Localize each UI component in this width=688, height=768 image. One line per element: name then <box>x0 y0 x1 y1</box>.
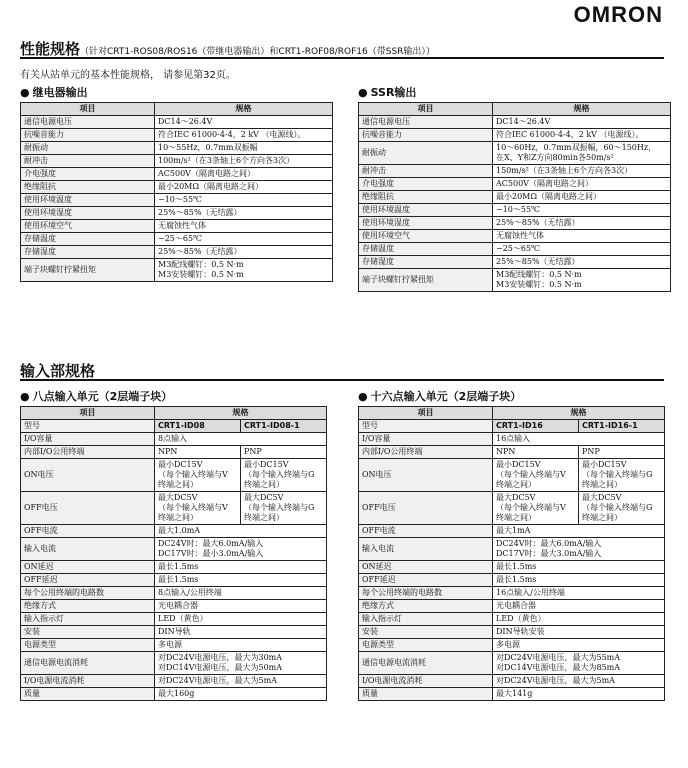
row-value: 25%～85%（无结露） <box>493 217 671 230</box>
table-row <box>21 181 333 194</box>
bullet-icon: ● <box>358 86 368 99</box>
table-row <box>21 639 327 652</box>
row-label: ON延迟 <box>359 561 493 574</box>
row-label: 通信电源电压 <box>359 116 493 129</box>
row-value-a: NPN <box>155 446 241 459</box>
row-value: 最大1.0mA <box>155 525 327 538</box>
row-value: 光电耦合器 <box>155 600 327 613</box>
table-row <box>21 626 327 639</box>
row-label: 安装 <box>21 626 155 639</box>
table-row <box>21 538 327 561</box>
performance-title: 性能规格 <box>20 40 81 58</box>
table-row <box>359 178 671 191</box>
table-row <box>359 243 671 256</box>
row-label: OFF电压 <box>359 492 493 525</box>
model-b: CRT1-ID16-1 <box>579 420 665 433</box>
row-value: 对DC24V电源电压，最大为55mA 对DC14V电源电压，最大为85mA <box>493 652 665 675</box>
row-value: 100m/s²（在3条轴上6个方向各3次） <box>155 155 333 168</box>
table-row <box>359 217 671 230</box>
table-row <box>21 116 333 129</box>
row-value-a: 最大DC5V （每个输入终端与V 终端之间） <box>155 492 241 525</box>
row-label: 输入指示灯 <box>359 613 493 626</box>
table-row <box>21 155 333 168</box>
table-row <box>21 492 327 525</box>
table-row <box>359 446 665 459</box>
row-value: AC500V（隔离电路之间） <box>155 168 333 181</box>
row-value: AC500V（隔离电路之间） <box>493 178 671 191</box>
row-value: 最长1.5ms <box>155 574 327 587</box>
table-header-row <box>359 407 665 420</box>
row-label: I/O容量 <box>359 433 493 446</box>
row-label: ON延迟 <box>21 561 155 574</box>
model-label: 型号 <box>21 420 155 433</box>
row-label: ON电压 <box>359 459 493 492</box>
table-row <box>21 207 333 220</box>
row-value: 对DC24V电源电压，最大为5mA <box>155 675 327 688</box>
intro-text: 有关从站单元的基本性能规格， 请参见第32页。 <box>20 70 236 81</box>
row-label: 抗噪音能力 <box>359 129 493 142</box>
table-row <box>21 194 333 207</box>
model-row <box>359 420 665 433</box>
table-row <box>359 230 671 243</box>
row-label: 绝缘阻抗 <box>21 181 155 194</box>
table-row <box>359 626 665 639</box>
table-row <box>359 269 671 292</box>
row-value: DIN导轨安装 <box>493 626 665 639</box>
row-label: OFF延迟 <box>21 574 155 587</box>
table-header-row <box>21 103 333 116</box>
table-row <box>359 675 665 688</box>
table-row <box>359 688 665 701</box>
input-section-title: 输入部规格 <box>20 362 96 380</box>
table-row <box>21 561 327 574</box>
bullet-icon: ● <box>20 390 30 403</box>
row-value: 最长1.5ms <box>493 574 665 587</box>
table-header-row <box>359 103 671 116</box>
table-row <box>359 191 671 204</box>
model-row <box>21 420 327 433</box>
row-value-b: PNP <box>579 446 665 459</box>
table-row <box>21 259 333 282</box>
row-label: OFF电流 <box>359 525 493 538</box>
sixteen-input-table-title: ● 十六点输入单元（2层端子块） <box>358 390 522 403</box>
row-label: I/O电源电流消耗 <box>21 675 155 688</box>
row-label: I/O电源电流消耗 <box>359 675 493 688</box>
row-value: 最长1.5ms <box>155 561 327 574</box>
header-item: 项目 <box>359 407 493 420</box>
row-label: OFF延迟 <box>359 574 493 587</box>
row-label: ON电压 <box>21 459 155 492</box>
header-spec: 规格 <box>493 103 671 116</box>
row-label: 绝缘阻抗 <box>359 191 493 204</box>
row-value: 最大1mA <box>493 525 665 538</box>
row-label: 通信电源电压 <box>21 116 155 129</box>
row-label: 介电强度 <box>21 168 155 181</box>
table-row <box>21 142 333 155</box>
row-value: 最大160g <box>155 688 327 701</box>
row-label: 通信电源电流消耗 <box>359 652 493 675</box>
row-label: 输入电流 <box>359 538 493 561</box>
row-value-a: 最小DC15V （每个输入终端与V 终端之间） <box>155 459 241 492</box>
header-spec: 规格 <box>493 407 665 420</box>
row-label: 使用环境湿度 <box>21 207 155 220</box>
row-value: 10～55Hz，0.7mm双振幅 <box>155 142 333 155</box>
table-row <box>21 220 333 233</box>
section-divider <box>20 379 664 381</box>
row-value: LED（黄色） <box>493 613 665 626</box>
row-value: 10～60Hz，0.7mm双振幅，60～150Hz， 在X、Y和Z方向80min各50m/s² <box>493 142 671 165</box>
row-value: DC24V时：最大6.0mA/输入 DC17V时：最小3.0mA/输入 <box>155 538 327 561</box>
relay-spec-table <box>20 102 333 282</box>
row-value-b: 最大DC5V （每个输入终端与G 终端之间） <box>241 492 327 525</box>
table-row <box>359 459 665 492</box>
table-row <box>359 142 671 165</box>
row-value-a: 最大DC5V （每个输入终端与V 终端之间） <box>493 492 579 525</box>
table-row <box>359 204 671 217</box>
header-item: 项目 <box>359 103 493 116</box>
row-value: 符合IEC 61000-4-4，2 kV （电源线）。 <box>493 129 671 142</box>
performance-section-title <box>20 38 435 59</box>
model-label: 型号 <box>359 420 493 433</box>
row-value: 多电源 <box>493 639 665 652</box>
row-label: 安装 <box>359 626 493 639</box>
row-label: 介电强度 <box>359 178 493 191</box>
table-row <box>359 256 671 269</box>
row-value: 150m/s²（在3条轴上6个方向各3次） <box>493 165 671 178</box>
table-row <box>21 246 333 259</box>
row-value-b: PNP <box>241 446 327 459</box>
table-row <box>21 525 327 538</box>
table-row <box>359 165 671 178</box>
performance-subtitle: （针对CRT1-ROS08/ROS16（带继电器输出）和CRT1-ROF08/ROF16（带SSR输出）） <box>80 47 435 57</box>
table-row <box>21 652 327 675</box>
row-value: 无腐蚀性气体 <box>493 230 671 243</box>
row-value-a: NPN <box>493 446 579 459</box>
table-row <box>359 574 665 587</box>
table-row <box>21 587 327 600</box>
row-value: 符合IEC 61000-4-4，2 kV （电源线）。 <box>155 129 333 142</box>
row-label: 耐振动 <box>21 142 155 155</box>
table-row <box>359 587 665 600</box>
table-row <box>21 613 327 626</box>
row-value: 16点输入/公用终端 <box>493 587 665 600</box>
row-value: 最小20MΩ（隔离电路之间） <box>493 191 671 204</box>
row-label: 存储温度 <box>359 243 493 256</box>
table-row <box>21 459 327 492</box>
table-row <box>21 129 333 142</box>
table-row <box>359 525 665 538</box>
row-value: 25%～85%（无结露） <box>155 207 333 220</box>
row-value: DC14～26.4V <box>155 116 333 129</box>
eight-input-table-title: ● 八点输入单元（2层端子块） <box>20 390 173 403</box>
table-row <box>359 613 665 626</box>
row-value: 光电耦合器 <box>493 600 665 613</box>
row-value-b: 最小DC15V （每个输入终端与G 终端之间） <box>579 459 665 492</box>
row-label: 存储温度 <box>21 233 155 246</box>
table-row <box>21 233 333 246</box>
row-value: −25～65℃ <box>493 243 671 256</box>
row-value: −10～55℃ <box>155 194 333 207</box>
row-value: −10～55℃ <box>493 204 671 217</box>
row-value: M3配线螺钉：0.5 N·m M3安装螺钉：0.5 N·m <box>155 259 333 282</box>
table-row <box>359 492 665 525</box>
row-value-b: 最大DC5V （每个输入终端与G 终端之间） <box>579 492 665 525</box>
row-label: 端子块螺钉拧紧扭矩 <box>21 259 155 282</box>
row-value: M3配线螺钉：0.5 N·m M3安装螺钉：0.5 N·m <box>493 269 671 292</box>
table-row <box>359 129 671 142</box>
section-divider <box>20 57 664 59</box>
table-row <box>359 600 665 613</box>
row-value: 最长1.5ms <box>493 561 665 574</box>
eight-input-spec-table <box>20 406 327 701</box>
table-row <box>21 600 327 613</box>
model-a: CRT1-ID16 <box>493 420 579 433</box>
row-value: DC14～26.4V <box>493 116 671 129</box>
table-row <box>359 639 665 652</box>
row-value: 最大141g <box>493 688 665 701</box>
table-row <box>359 116 671 129</box>
row-label: OFF电流 <box>21 525 155 538</box>
ssr-spec-table <box>358 102 671 292</box>
row-value: 对DC24V电源电压，最大为30mA 对DC14V电源电压，最大为50mA <box>155 652 327 675</box>
table-row <box>359 433 665 446</box>
row-label: 输入电流 <box>21 538 155 561</box>
row-label: 绝缘方式 <box>359 600 493 613</box>
row-label: 使用环境湿度 <box>359 217 493 230</box>
row-value-a: 最小DC15V （每个输入终端与V 终端之间） <box>493 459 579 492</box>
row-label: 耐振动 <box>359 142 493 165</box>
row-value: 16点输入 <box>493 433 665 446</box>
row-label: OFF电压 <box>21 492 155 525</box>
row-label: 存储湿度 <box>21 246 155 259</box>
header-spec: 规格 <box>155 407 327 420</box>
row-value: LED（黄色） <box>155 613 327 626</box>
relay-table-title: ● 继电器输出 <box>20 86 88 99</box>
row-label: 通信电源电流消耗 <box>21 652 155 675</box>
row-label: 电源类型 <box>21 639 155 652</box>
row-value-b: 最小DC15V （每个输入终端与G 终端之间） <box>241 459 327 492</box>
row-value: 多电源 <box>155 639 327 652</box>
row-label: 抗噪音能力 <box>21 129 155 142</box>
row-label: 端子块螺钉拧紧扭矩 <box>359 269 493 292</box>
row-label: 使用环境空气 <box>359 230 493 243</box>
row-value: 无腐蚀性气体 <box>155 220 333 233</box>
row-label: 输入指示灯 <box>21 613 155 626</box>
row-label: 内部I/O公用终端 <box>21 446 155 459</box>
table-row <box>21 675 327 688</box>
row-label: 使用环境温度 <box>359 204 493 217</box>
table-row <box>359 561 665 574</box>
row-label: 耐冲击 <box>359 165 493 178</box>
header-item: 项目 <box>21 407 155 420</box>
row-label: 电源类型 <box>359 639 493 652</box>
row-value: −25～65℃ <box>155 233 333 246</box>
table-row <box>21 433 327 446</box>
bullet-icon: ● <box>358 390 368 403</box>
row-value: DIN导轨 <box>155 626 327 639</box>
row-value: 最小20MΩ（隔离电路之间） <box>155 181 333 194</box>
table-row <box>359 538 665 561</box>
row-label: 每个公用终端的电路数 <box>359 587 493 600</box>
row-value: 8点输入/公用终端 <box>155 587 327 600</box>
row-value: 25%～85%（无结露） <box>155 246 333 259</box>
table-header-row <box>21 407 327 420</box>
model-a: CRT1-ID08 <box>155 420 241 433</box>
row-label: 质量 <box>359 688 493 701</box>
table-row <box>21 574 327 587</box>
row-label: I/O容量 <box>21 433 155 446</box>
row-label: 存储湿度 <box>359 256 493 269</box>
row-label: 耐冲击 <box>21 155 155 168</box>
table-row <box>359 652 665 675</box>
row-value: 8点输入 <box>155 433 327 446</box>
bullet-icon: ● <box>20 86 30 99</box>
sixteen-input-spec-table <box>358 406 665 701</box>
table-row <box>21 446 327 459</box>
row-value: 对DC24V电源电压，最大为5mA <box>493 675 665 688</box>
model-b: CRT1-ID08-1 <box>241 420 327 433</box>
row-label: 绝缘方式 <box>21 600 155 613</box>
header-item: 项目 <box>21 103 155 116</box>
row-value: 25%～85%（无结露） <box>493 256 671 269</box>
row-label: 质量 <box>21 688 155 701</box>
row-label: 每个公用终端的电路数 <box>21 587 155 600</box>
table-row <box>21 168 333 181</box>
ssr-table-title: ● SSR输出 <box>358 86 417 99</box>
row-label: 使用环境空气 <box>21 220 155 233</box>
row-label: 使用环境温度 <box>21 194 155 207</box>
row-label: 内部I/O公用终端 <box>359 446 493 459</box>
row-value: DC24V时：最大6.0mA/输入 DC17V时：最大3.0mA/输入 <box>493 538 665 561</box>
omron-logo: OMRON <box>573 2 663 27</box>
header-spec: 规格 <box>155 103 333 116</box>
table-row <box>21 688 327 701</box>
